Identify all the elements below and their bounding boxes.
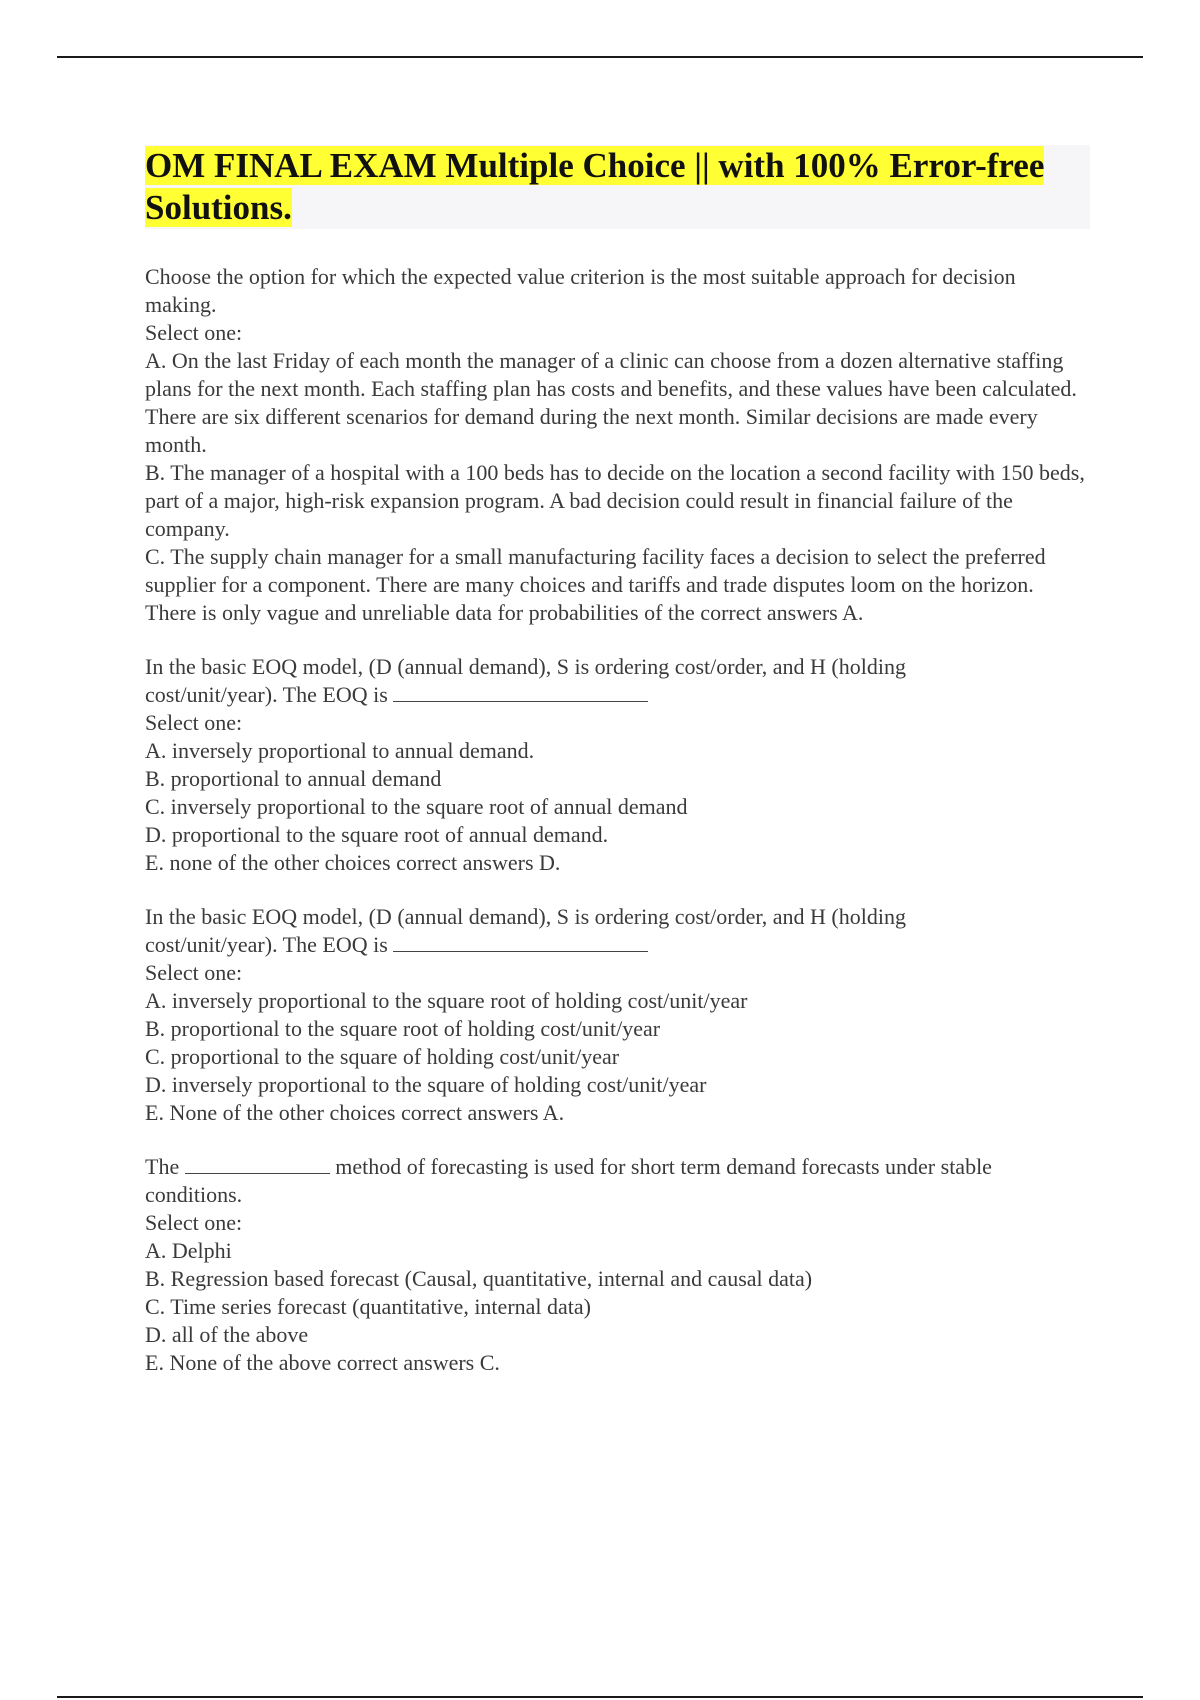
document-body xyxy=(145,145,1090,1403)
question-stem-line-2 xyxy=(145,681,1090,709)
option-b: B. proportional to the square root of holding cost/unit/year xyxy=(145,1016,661,1041)
option-b: B. Regression based forecast (Causal, quantitative, internal and causal data) xyxy=(145,1266,813,1291)
question-4 xyxy=(145,1153,1090,1377)
option-a: A. On the last Friday of each month the manager of a clinic can choose from a dozen alternative staffing plans for the next month. Each staffing plan has costs and benefits, and these values have been calculated. There are six different scenarios for demand during the next month. Similar decisions are made every month. xyxy=(145,348,1077,457)
option-c: C. Time series forecast (quantitative, internal data) xyxy=(145,1294,591,1319)
question-2 xyxy=(145,653,1090,877)
answer-blank xyxy=(393,681,648,702)
title-line-2: Solutions. xyxy=(145,188,292,227)
question-stem-line-2: conditions. xyxy=(145,1182,243,1207)
option-b: B. proportional to annual demand xyxy=(145,766,442,791)
option-c: C. inversely proportional to the square root of annual demand xyxy=(145,794,688,819)
stem-suffix: method of forecasting is used for short term demand forecasts under stable xyxy=(335,1154,992,1179)
option-a: A. inversely proportional to annual demand. xyxy=(145,738,535,763)
question-3 xyxy=(145,903,1090,1127)
option-e: E. None of the above correct answers C. xyxy=(145,1350,500,1375)
option-d: D. proportional to the square root of annual demand. xyxy=(145,822,609,847)
option-b: B. The manager of a hospital with a 100 beds has to decide on the location a second facility with 150 beds, part of a major, high-risk expansion program. A bad decision could result in financial failure of the company. xyxy=(145,460,1085,541)
question-stem-line-1: In the basic EOQ model, (D (annual demand), S is ordering cost/order, and H (holding xyxy=(145,654,906,679)
stem-text: cost/unit/year). The EOQ is xyxy=(145,932,388,957)
option-d: D. inversely proportional to the square of holding cost/unit/year xyxy=(145,1072,707,1097)
title-block xyxy=(145,145,1090,229)
option-d: D. all of the above xyxy=(145,1322,309,1347)
question-stem-line-2 xyxy=(145,931,1090,959)
footer-rule xyxy=(57,1696,1143,1698)
select-one-label: Select one: xyxy=(145,710,243,735)
option-a: A. Delphi xyxy=(145,1238,232,1263)
question-stem-line-1 xyxy=(145,1153,1090,1181)
option-e: E. None of the other choices correct answers A. xyxy=(145,1100,565,1125)
document-title xyxy=(145,145,1090,229)
header-rule xyxy=(57,56,1143,58)
question-stem-line-1: In the basic EOQ model, (D (annual demand), S is ordering cost/order, and H (holding xyxy=(145,904,906,929)
question-stem: Choose the option for which the expected value criterion is the most suitable approach for decision making. xyxy=(145,264,1016,317)
answer-blank xyxy=(185,1153,330,1174)
stem-text: cost/unit/year). The EOQ is xyxy=(145,682,388,707)
answer-blank xyxy=(393,931,648,952)
question-1 xyxy=(145,263,1090,627)
option-c: C. proportional to the square of holding cost/unit/year xyxy=(145,1044,620,1069)
option-c: C. The supply chain manager for a small manufacturing facility faces a decision to select the preferred supplier for a component. There are many choices and tariffs and trade disputes loom on the horizon. There is only vague and unreliable data for probabilities of the correct answers A. xyxy=(145,544,1046,625)
select-one-label: Select one: xyxy=(145,1210,243,1235)
select-one-label: Select one: xyxy=(145,320,243,345)
select-one-label: Select one: xyxy=(145,960,243,985)
option-e: E. none of the other choices correct answers D. xyxy=(145,850,561,875)
stem-prefix: The xyxy=(145,1154,180,1179)
option-a: A. inversely proportional to the square root of holding cost/unit/year xyxy=(145,988,748,1013)
title-line-1: OM FINAL EXAM Multiple Choice || with 100% Error-free xyxy=(145,146,1045,185)
